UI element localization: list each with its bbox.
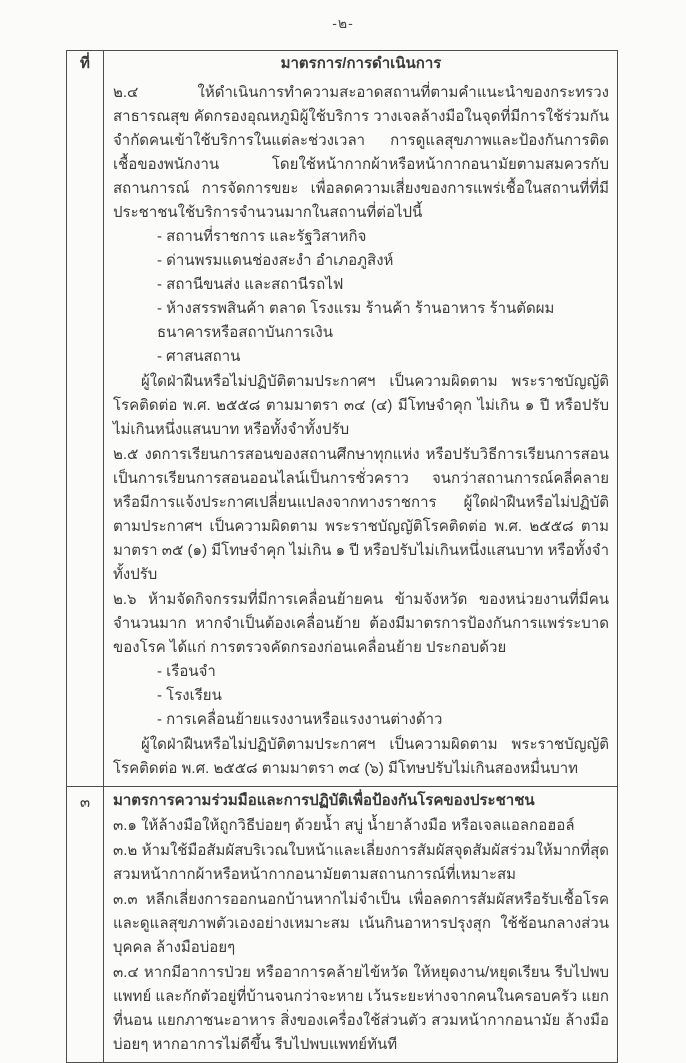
- list-item: - เรือนจำ: [157, 663, 216, 680]
- section-title: มาตรการความร่วมมือและการปฏิบัติเพื่อป้องกันโรคของประชาชน: [113, 792, 535, 809]
- row-content-cell: [104, 78, 617, 786]
- list-item: - สถานที่ราชการ และรัฐวิสาหกิจ: [157, 228, 367, 245]
- table-row: [67, 786, 617, 1062]
- paragraph: ๒.๖ ห้ามจัดกิจกรรมที่มีการเคลื่อนย้ายคน ข้ามจังหวัด ของหน่วยงานที่มีคนจำนวนมาก หากจำเป็นต้องเคลื่อนย้าย ต้องมีมาตรการป้องกันการแพร่ระบาดของโรค ได้แก่ การตรวจคัดกรองก่อนเคลื่อนย้าย ประกอบด้วย: [113, 591, 609, 656]
- paragraph: ๓.๓ หลีกเลี่ยงการออกนอกบ้านหากไม่จำเป็น เพื่อลดการสัมผัสหรือรับเชื้อโรค และดูแลสุขภาพตัวเองอย่างเหมาะสม เน้นกินอาหารปรุงสุก ใช้ช้อนกลางส่วนบุคคล ล้างมือบ่อยๆ: [113, 891, 609, 956]
- paragraph: ๓.๔ หากมีอาการป่วย หรืออาการคล้ายไข้หวัด ให้หยุดงาน/หยุดเรียน รีบไปพบแพทย์ และกักตัวอยู่ที่บ้านจนกว่าจะหาย เว้นระยะห่างจากคนในครอบครัว แยกที่นอน แยกภาชนะอาหาร สิ่งของเครื่องใช้ส่วนตัว สวมหน้ากากอนามัย ล้างมือบ่อยๆ หากอาการไม่ดีขึ้น รีบไปพบแพทย์ทันที: [113, 964, 610, 1053]
- paragraph: ๒.๔ ให้ดำเนินการทำความสะอาดสถานที่ตามคำแนะนำของกระทรวงสาธารณสุข คัดกรองอุณหภูมิผู้ใช้บริการ วางเจลล้างมือในจุดที่มีการใช้ร่วมกัน จำกัดคนเข้าใช้บริการในแต่ละช่วงเวลา การดูแลสุขภาพและป้องกันการติดเชื้อของพนักงาน โดยใช้หน้ากากผ้าหรือหน้ากากอนามัยตามสมควรกับสถานการณ์ การจัดการขยะ เพื่อลดความเสี่ยงของการแพร่เชื้อในสถานที่ที่มีประชาชนใช้บริการจำนวนมากในสถานที่ต่อไปนี้: [113, 84, 609, 221]
- table-header-row: [67, 51, 617, 78]
- column-header-measures: มาตรการ/การดำเนินการ: [280, 55, 442, 72]
- list-item: - โรงเรียน: [157, 687, 222, 704]
- paragraph: ๓.๑ ให้ล้างมือให้ถูกวิธีบ่อยๆ ด้วยน้ำ สบู่ น้ำยาล้างมือ หรือเจลแอลกอฮอล์: [113, 817, 575, 834]
- column-header-no: ที่: [67, 51, 104, 78]
- table-row: [67, 78, 617, 786]
- page-number: -๒-: [332, 15, 354, 31]
- list-item: - ศาสนสถาน: [157, 348, 241, 365]
- row-content-cell: [104, 787, 617, 1062]
- paragraph: ๓.๒ ห้ามใช้มือสัมผัสบริเวณใบหน้าและเลี่ยงการสัมผัสจุดสัมผัสร่วมให้มากที่สุด สวมหน้ากากผ้าหรือหน้ากากอนามัยตามสถานการณ์ที่เหมาะสม: [113, 842, 609, 883]
- list-item: - การเคลื่อนย้ายแรงงานหรือแรงงานต่างด้าว: [157, 711, 443, 728]
- row-number-cell: ๓: [67, 787, 104, 1062]
- penalty-paragraph: ผู้ใดฝ่าฝืนหรือไม่ปฏิบัติตามประกาศฯ เป็นความผิดตาม พระราชบัญญัติโรคติดต่อ พ.ศ. ๒๕๕๘ ตามมาตรา ๓๔ (๖) มีโทษปรับไม่เกินสองหมื่นบาท: [113, 736, 609, 777]
- list-item: - สถานีขนส่ง และสถานีรถไฟ: [157, 276, 344, 293]
- measures-table: [66, 50, 618, 1063]
- list-item: - ห้างสรรพสินค้า ตลาด โรงแรม ร้านค้า ร้านอาหาร ร้านตัดผม ธนาคารหรือสถาบันการเงิน: [157, 300, 555, 341]
- row-number-cell: [67, 78, 104, 786]
- paragraph: ๒.๕ งดการเรียนการสอนของสถานศึกษาทุกแห่ง หรือปรับวิธีการเรียนการสอนเป็นการเรียนการสอนออนไลน์เป็นการชั่วคราว จนกว่าสถานการณ์คลี่คลาย หรือมีการแจ้งประกาศเปลี่ยนแปลงจากทางราชการ ผู้ใดฝ่าฝืนหรือไม่ปฏิบัติตามประกาศฯ เป็นความผิดตาม พระราชบัญญัติโรคติดต่อ พ.ศ. ๒๕๕๘ ตามมาตรา ๓๕ (๑) มีโทษจำคุก ไม่เกิน ๑ ปี หรือปรับไม่เกินหนึ่งแสนบาท หรือทั้งจำทั้งปรับ: [113, 446, 609, 583]
- penalty-paragraph: ผู้ใดฝ่าฝืนหรือไม่ปฏิบัติตามประกาศฯ เป็นความผิดตาม พระราชบัญญัติโรคติดต่อ พ.ศ. ๒๕๕๘ ตามมาตรา ๓๔ (๔) มีโทษจำคุก ไม่เกิน ๑ ปี หรือปรับไม่เกินหนึ่งแสนบาท หรือทั้งจำทั้งปรับ: [113, 373, 609, 438]
- list-item: - ด่านพรมแดนช่องสะงำ อำเภอภูสิงห์: [157, 252, 394, 269]
